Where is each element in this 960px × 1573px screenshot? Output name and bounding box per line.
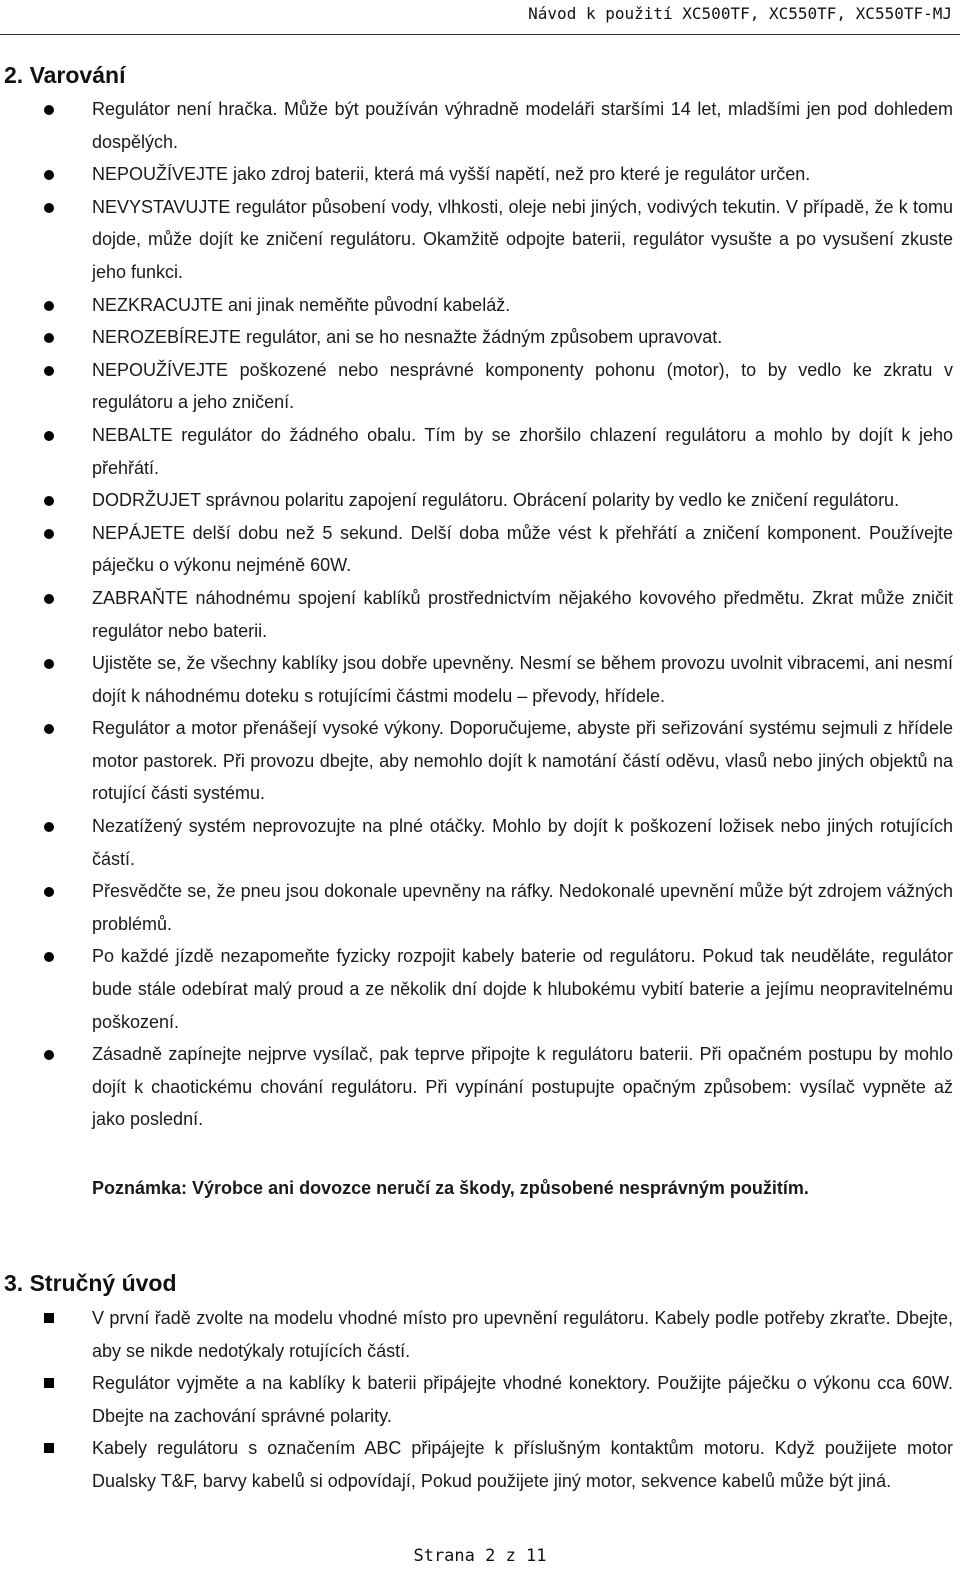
list-item-text: Regulátor a motor přenášejí vysoké výkony. Doporučujeme, abyste při seřizování systému sejmuli z hřídele motor pastorek. Při provozu dbejte, aby nemohlo dojít k namotání částí oděvu, vlasů nebo jiných objektů na rotující části systému. bbox=[92, 718, 953, 804]
list-item-text: NEVYSTAVUJTE regulátor působení vody, vlhkosti, oleje nebi jiných, vodivých tekutin. V případě, že k tomu dojde, může dojít ke zničení regulátoru. Okamžitě odpojte baterii, regulátor vysušte a po vysušení zkuste jeho funkci. bbox=[92, 196, 953, 282]
list-item-text: NEBALTE regulátor do žádného obalu. Tím by se zhoršilo chlazení regulátoru a mohlo by dojít k jeho přehřátí. bbox=[92, 424, 953, 478]
list-item-text: DODRŽUJET správnou polaritu zapojení regulátoru. Obrácení polarity by vedlo ke zničení regulátoru. bbox=[92, 490, 900, 511]
list-item bbox=[0, 321, 960, 354]
list-item bbox=[0, 875, 960, 940]
list-item-text: NEPOUŽÍVEJTE poškozené nebo nesprávné komponenty pohonu (motor), to by vedlo ke zkratu v regulátoru a jeho zničení. bbox=[92, 359, 953, 413]
list-item bbox=[0, 810, 960, 875]
list-item-text: Po každé jízdě nezapomeňte fyzicky rozpojit kabely baterie od regulátoru. Pokud tak neuděláte, regulátor bude stále odebírat malý proud a ze několik dní dojde k hlubokému vybití baterie a jejímu neopravitelnému poškození. bbox=[92, 946, 953, 1032]
list-item-text: Regulátor není hračka. Může být používán výhradně modeláři staršími 14 let, mladšími jen pod dohledem dospělých. bbox=[92, 99, 953, 152]
list-item bbox=[0, 484, 960, 517]
list-item-text: Zásadně zapínejte nejprve vysílač, pak teprve připojte k regulátoru baterii. Při opačném postupu by mohlo dojít k chaotickému chování regulátoru. Při vypínání postupujte opačným způsobem: vysílač vypněte až jako poslední. bbox=[92, 1044, 953, 1130]
bullet-icon bbox=[44, 170, 54, 180]
bullet-icon bbox=[44, 952, 54, 962]
bullet-icon bbox=[44, 1050, 54, 1060]
bullet-icon bbox=[44, 105, 54, 115]
list-item-text: ZABRAŇTE náhodnému spojení kablíků prostřednictvím nějakého kovového předmětu. Zkrat může zničit regulátor nebo baterii. bbox=[92, 587, 953, 641]
bullet-icon bbox=[44, 366, 54, 376]
list-item bbox=[0, 93, 960, 158]
bullet-icon bbox=[44, 594, 54, 604]
quick-start-list bbox=[0, 1302, 960, 1498]
square-bullet-icon bbox=[44, 1443, 54, 1453]
bullet-icon bbox=[44, 431, 54, 441]
list-item bbox=[0, 1367, 960, 1432]
list-item bbox=[0, 582, 960, 647]
disclaimer-note: Poznámka: Výrobce ani dovozce neručí za škody, způsobené nesprávným použitím. bbox=[92, 1178, 809, 1198]
bullet-icon bbox=[44, 822, 54, 832]
page-number: Strana 2 z 11 bbox=[413, 1546, 547, 1566]
list-item-text: NEZKRACUJTE ani jinak neměňte původní kabeláž. bbox=[92, 294, 511, 315]
list-item bbox=[0, 191, 960, 289]
warnings-list bbox=[0, 93, 960, 1136]
list-item-text: Kabely regulátoru s označením ABC připájejte k příslušným kontaktům motoru. Když použijete motor Dualsky T&F, barvy kabelů si odpovídají, Pokud použijete jiný motor, sekvence kabelů může být jiná. bbox=[92, 1438, 953, 1491]
list-item bbox=[0, 158, 960, 191]
list-item bbox=[0, 647, 960, 712]
list-item bbox=[0, 940, 960, 1038]
bullet-icon bbox=[44, 203, 54, 213]
list-item-text: Regulátor vyjměte a na kablíky k baterii připájejte vhodné konektory. Použijte páječku o výkonu cca 60W. Dbejte na zachování správné polarity. bbox=[92, 1373, 953, 1426]
section-title-quick-start: 3. Stručný úvod bbox=[4, 1270, 177, 1296]
list-item bbox=[0, 1038, 960, 1136]
list-item bbox=[0, 517, 960, 582]
bullet-icon bbox=[44, 529, 54, 539]
list-item-text: NEPÁJETE delší dobu než 5 sekund. Delší doba může vést k přehřátí a zničení komponent. Používejte páječku o výkonu nejméně 60W. bbox=[92, 522, 953, 576]
list-item bbox=[0, 1432, 960, 1497]
bullet-icon bbox=[44, 887, 54, 897]
square-bullet-icon bbox=[44, 1313, 54, 1323]
list-item bbox=[0, 419, 960, 484]
header-rule bbox=[0, 34, 960, 35]
list-item-text: NEPOUŽÍVEJTE jako zdroj baterii, která má vyšší napětí, než pro které je regulátor určen. bbox=[92, 164, 811, 185]
list-item-text: Ujistěte se, že všechny kablíky jsou dobře upevněny. Nesmí se během provozu uvolnit vibracemi, ani nesmí dojít k náhodnému doteku s rotujícími částmi modelu – převody, hřídele. bbox=[92, 653, 953, 706]
bullet-icon bbox=[44, 496, 54, 506]
list-item bbox=[0, 712, 960, 810]
list-item bbox=[0, 289, 960, 322]
bullet-icon bbox=[44, 333, 54, 343]
bullet-icon bbox=[44, 659, 54, 669]
section-title-warnings: 2. Varování bbox=[4, 62, 126, 88]
list-item-text: Nezatížený systém neprovozujte na plné otáčky. Mohlo by dojít k poškození ložisek nebo jiných rotujících částí. bbox=[92, 816, 953, 869]
bullet-icon bbox=[44, 301, 54, 311]
square-bullet-icon bbox=[44, 1378, 54, 1388]
list-item bbox=[0, 1302, 960, 1367]
list-item-text: V první řadě zvolte na modelu vhodné místo pro upevnění regulátoru. Kabely podle potřeby zkraťte. Dbejte, aby se nikde nedotýkaly rotujících částí. bbox=[92, 1308, 953, 1361]
list-item-text: NEROZEBÍREJTE regulátor, ani se ho nesnažte žádným způsobem upravovat. bbox=[92, 327, 723, 348]
document-header: Návod k použití XC500TF, XC550TF, XC550TF-MJ bbox=[528, 4, 952, 23]
list-item bbox=[0, 354, 960, 419]
list-item-text: Přesvědčte se, že pneu jsou dokonale upevněny na ráfky. Nedokonalé upevnění může být zdrojem vážných problémů. bbox=[92, 881, 953, 934]
bullet-icon bbox=[44, 724, 54, 734]
